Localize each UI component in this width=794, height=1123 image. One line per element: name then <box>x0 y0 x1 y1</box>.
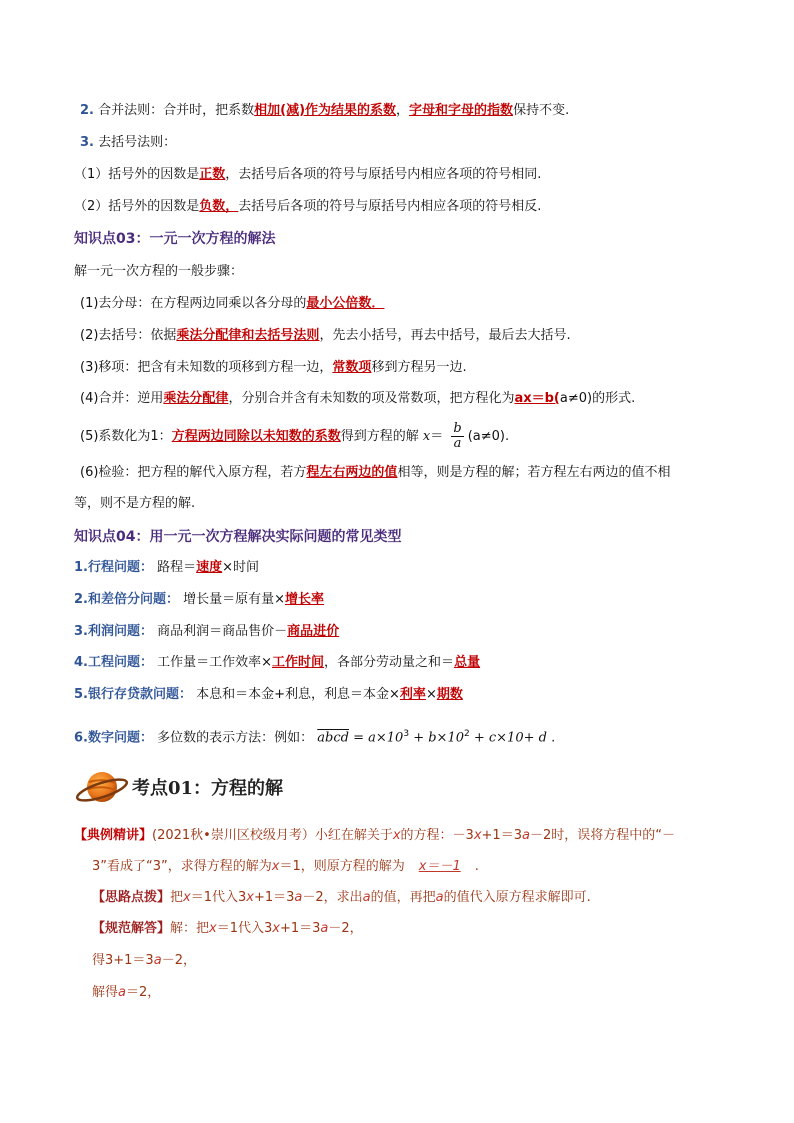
type-4: 4.工程问题： 工作量＝工作效率×工作时间，各部分劳动量之和＝总量 <box>74 655 481 670</box>
step-6: (6)检验：把方程的解代入原方程，若方程左右两边的值相等，则是方程的解；若方程左右两边的值不相 <box>80 465 671 480</box>
steps-intro: 解一元一次方程的一般步骤： <box>74 264 244 279</box>
step-1: (1)去分母：在方程两边同乘以各分母的最小公倍数． <box>80 296 385 311</box>
hint-line: 【思路点拨】把x＝1代入3x+1＝3a－2，求出a的值，再把a的值代入原方程求解即可. <box>92 890 591 905</box>
type-5: 5.银行存贷款问题： 本息和＝本金+利息，利息＝本金×利率×期数 <box>74 687 463 702</box>
type-3: 3.利润问题： 商品利润＝商品售价－商品进价 <box>74 624 340 639</box>
knowledge-point-04-heading: 知识点04：用一元一次方程解决实际问题的常见类型 <box>74 529 402 545</box>
type-2: 2.和差倍分问题： 增长量＝原有量×增长率 <box>74 592 325 607</box>
bracket-rule-line: 3. 去括号法则： <box>80 135 177 150</box>
bracket-rule-2: （2）括号外的因数是负数，去括号后各项的符号与原括号内相应各项的符号相反. <box>74 199 542 214</box>
section-heading <box>74 764 334 810</box>
solution-line-3: 解得a＝2， <box>92 985 161 1000</box>
bracket-rule-1: （1）括号外的因数是正数，去括号后各项的符号与原括号内相应各项的符号相同. <box>74 167 542 182</box>
answer-blank: x＝－1 <box>418 859 461 874</box>
step-3: (3)移项：把含有未知数的项移到方程一边，常数项移到方程另一边. <box>80 360 467 375</box>
type-1: 1.行程问题： 路程＝速度×时间 <box>74 560 260 575</box>
solution-line-2: 得3+1＝3a－2， <box>92 953 196 968</box>
step-4: (4)合并：逆用乘法分配律，分别合并含有未知数的项及常数项，把方程化为ax＝b(a≠0)的形式. <box>80 391 636 406</box>
merge-rule-line: 2. 合并法则：合并时，把系数相加(减)作为结果的系数，字母和字母的指数保持不变. <box>80 103 570 118</box>
type-6: 6.数字问题： 多位数的表示方法：例如： abcd = $a\times 10^3 + b\times 10^2 + c\times 10+ d$ . <box>74 729 556 746</box>
solution-line-1: 【规范解答】解：把x＝1代入3x+1＝3a－2， <box>92 921 363 936</box>
knowledge-point-03-heading: 知识点03：一元一次方程的解法 <box>74 231 276 247</box>
fraction-b-over-a: $\frac{b}{a}$ <box>453 421 462 451</box>
section-title: 考点01：方程的解 <box>132 778 284 799</box>
step-5: (5)系数化为1：方程两边同除以未知数的系数得到方程的解 x＝ $\frac{b}{a}$ (a≠0). <box>80 421 510 451</box>
step-2: (2)去括号：依据乘法分配律和去括号法则，先去小括号，再去中括号，最后去大括号. <box>80 328 571 343</box>
example-question-line-1: 【典例精讲】(2021秋•崇川区校级月考）小红在解关于x的方程：－3x+1＝3a－2时，误将方程中的“－ <box>74 828 675 843</box>
planet-icon <box>74 764 130 810</box>
example-question-line-2: 3”看成了“3”，求得方程的解为x＝1，则原方程的解为 x＝－1 . <box>92 857 479 877</box>
step-6-continued: 等，则不是方程的解. <box>74 496 196 511</box>
